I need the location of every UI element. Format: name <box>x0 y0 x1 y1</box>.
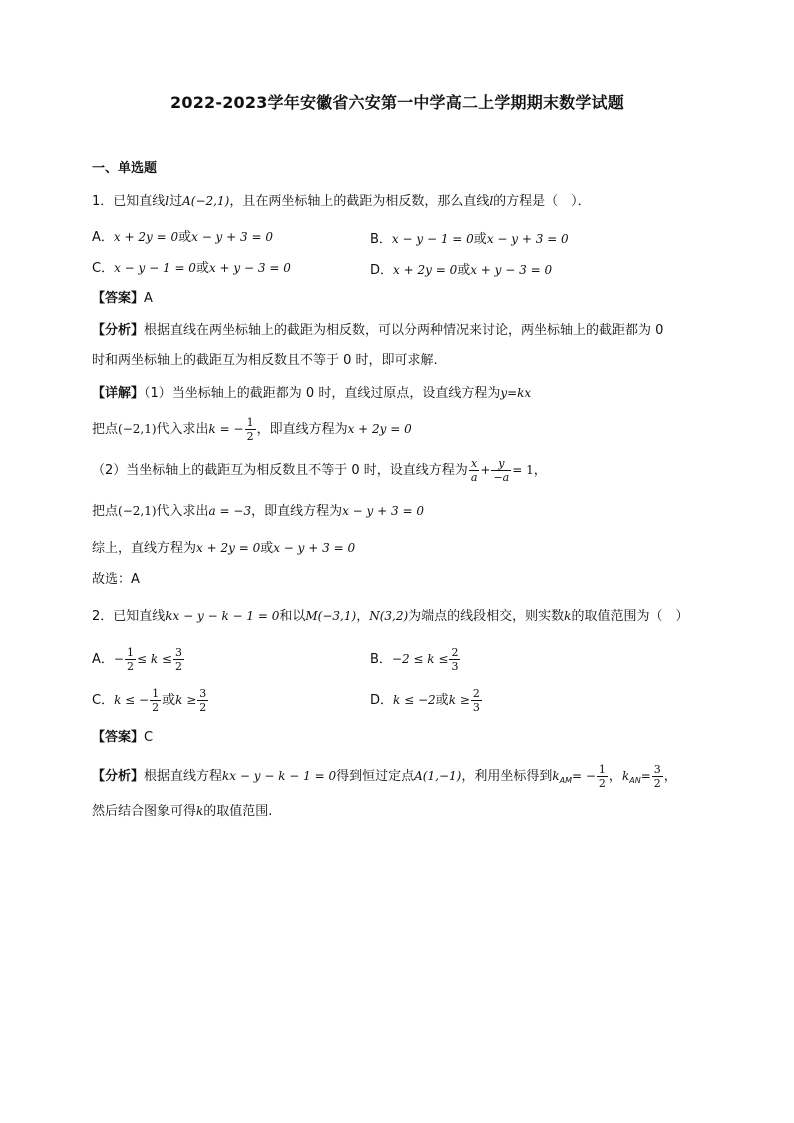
q2-analysis-k2-eq: = <box>640 769 651 783</box>
q1-analysis-line-2: 时和两坐标轴上的截距互为相反数且不等于 0 时，即可求解. <box>92 353 438 368</box>
q2-option-d <box>370 687 483 714</box>
q1-detail-3-d2: −a <box>493 471 510 484</box>
q2-analysis-k2-n: 3 <box>653 763 661 776</box>
q2-option-d-mid: k ≥ <box>448 693 470 707</box>
q2-analysis-k2: k <box>621 769 630 783</box>
q1-option-a-or: 或 <box>178 230 192 245</box>
q1-option-c-or: 或 <box>195 261 209 276</box>
q2-analysis-k1-frac <box>597 763 608 790</box>
q1-detail-3-a: （2）当坐标轴上的截距互为相反数且不等于 0 时，设直线方程为 <box>92 463 468 478</box>
q1-detail-4-a-value: a = −3 <box>208 504 252 518</box>
q1-option-c-label: C． <box>92 261 115 276</box>
q2-analysis-2-a: 然后结合图象可得 <box>92 804 197 819</box>
q2-option-c-d1: 2 <box>152 701 160 714</box>
q2-option-c-d2: 2 <box>199 701 207 714</box>
q2-text-c: ， <box>356 609 370 624</box>
q2-analysis-a: 根据直线方程 <box>144 769 223 784</box>
q1-detail-2-b: 代入求出 <box>156 422 209 437</box>
q1-detail-eq-1: y=kx <box>500 386 532 400</box>
q2-option-d-d: 3 <box>472 701 480 714</box>
question-2-stem <box>92 607 688 626</box>
q2-option-a <box>92 646 185 673</box>
q2-answer-tag: 【答案】 <box>92 730 145 745</box>
q2-option-a-n2: 3 <box>174 646 182 659</box>
q2-analysis-k2-d: 2 <box>653 777 661 790</box>
q2-analysis-k2-sub: AN <box>629 776 641 785</box>
q2-option-c-mid: k ≥ <box>175 693 197 707</box>
q2-option-c-frac-2 <box>197 687 208 714</box>
q2-analysis-k2-frac <box>652 763 663 790</box>
q2-analysis-tag: 【分析】 <box>92 769 145 784</box>
q2-analysis-k1-d: 2 <box>598 777 606 790</box>
q1-choice: 故选：A <box>92 572 140 587</box>
q2-analysis-2-b: 的取值范围. <box>203 804 273 819</box>
q2-analysis-line-1 <box>92 763 677 794</box>
q2-option-a-pre: − <box>113 652 124 666</box>
q2-answer <box>92 729 153 747</box>
q1-analysis-tag: 【分析】 <box>92 323 145 338</box>
q2-option-d-or: 或 <box>435 693 449 708</box>
q1-option-d <box>370 259 552 278</box>
q2-option-c-label: C． <box>92 693 115 708</box>
q2-option-d-pre: k ≤ −2 <box>393 693 436 707</box>
q2-option-a-d2: 2 <box>174 660 182 673</box>
q1-line-l: l <box>165 194 170 208</box>
q1-summary-eq1: x + 2y = 0 <box>196 541 261 555</box>
q2-point-m: M(−3,1) <box>305 609 357 623</box>
q1-detail-line-4 <box>92 502 424 521</box>
q1-option-a-label: A． <box>92 230 114 245</box>
q1-summary-eq2: x − y + 3 = 0 <box>273 541 356 555</box>
q1-option-c-eq2: x + y − 3 = 0 <box>208 261 291 275</box>
q1-detail-4-a: 把点 <box>92 504 119 519</box>
q2-analysis-2-k: k <box>196 804 204 818</box>
q2-option-a-frac-1 <box>125 646 136 673</box>
question-1-stem <box>92 192 591 211</box>
q2-analysis-c: ，利用坐标得到 <box>461 769 553 784</box>
q2-option-a-frac-2 <box>173 646 184 673</box>
q2-option-c-frac-1 <box>150 687 161 714</box>
q1-detail-3-plus: + <box>480 463 491 477</box>
q2-analysis-k1-sub: AM <box>559 776 572 785</box>
q1-option-b <box>370 228 569 247</box>
q2-option-d-frac <box>471 687 482 714</box>
q1-option-a-eq2: x − y + 3 = 0 <box>191 230 273 244</box>
q1-option-b-eq2: x − y + 3 = 0 <box>486 232 569 246</box>
q2-analysis-eq: kx − y − k − 1 = 0 <box>222 769 337 783</box>
q1-option-d-or: 或 <box>457 263 471 278</box>
q2-line-equation: kx − y − k − 1 = 0 <box>165 609 280 623</box>
q2-option-a-n1: 1 <box>126 646 134 659</box>
q2-point-n: N(3,2) <box>369 609 409 623</box>
q2-analysis-k1-n: 1 <box>598 763 606 776</box>
q1-option-b-eq1: x − y − 1 = 0 <box>391 232 474 246</box>
q1-text-a: 1．已知直线 <box>92 194 166 209</box>
q1-option-b-or: 或 <box>473 232 487 247</box>
q1-option-a <box>92 228 273 247</box>
q1-detail-tag: 【详解】 <box>92 386 145 401</box>
q2-option-d-label: D． <box>370 693 394 708</box>
q2-analysis-b: 得到恒过定点 <box>336 769 415 784</box>
q1-detail-4-b: 代入求出 <box>156 504 209 519</box>
q1-detail-2-den: 2 <box>246 430 254 443</box>
q1-detail-2-a: 把点 <box>92 422 119 437</box>
q1-detail-2-c: ，即直线方程为 <box>256 422 348 437</box>
q2-option-b-d: 3 <box>451 660 459 673</box>
q1-analysis-line-1 <box>92 322 663 340</box>
q1-summary-or: 或 <box>260 541 274 556</box>
q2-option-b <box>370 646 461 673</box>
section-heading: 一、单选题 <box>92 161 158 176</box>
q2-option-c-n2: 3 <box>199 687 207 700</box>
q2-text-b: 和以 <box>279 609 306 624</box>
q1-option-d-label: D． <box>370 263 394 278</box>
q1-detail-2-fraction <box>245 416 256 443</box>
q1-detail-4-point: (−2,1) <box>118 504 157 518</box>
q1-answer-tag: 【答案】 <box>92 291 145 306</box>
q2-analysis-k1-eq: = − <box>571 769 596 783</box>
q2-answer-value: C <box>144 730 154 745</box>
q1-answer <box>92 290 153 308</box>
q2-analysis-point: A(1,−1) <box>414 769 462 783</box>
q1-text-c: ，且在两坐标轴上的截距为相反数，那么直线 <box>229 194 490 209</box>
q1-option-c-eq1: x − y − 1 = 0 <box>114 261 196 275</box>
q2-text-d: 为端点的线段相交，则实数 <box>408 609 565 624</box>
q1-detail-3-end: ， <box>533 463 547 478</box>
q2-text-e: 的取值范围为（ ） <box>571 609 689 624</box>
q1-option-a-eq1: x + 2y = 0 <box>113 230 179 244</box>
q2-option-b-pre: −2 ≤ k ≤ <box>391 652 449 666</box>
q2-option-c-n1: 1 <box>152 687 160 700</box>
q1-summary-text: 综上，直线方程为 <box>92 541 197 556</box>
q1-detail-4-c: ，即直线方程为 <box>251 504 343 519</box>
q1-detail-2-eq: x + 2y = 0 <box>347 422 412 436</box>
q2-analysis-line-2 <box>92 802 272 821</box>
q1-detail-line-1 <box>92 384 531 403</box>
q1-detail-3-n1: x <box>469 457 480 471</box>
q1-detail-4-eq: x − y + 3 = 0 <box>342 504 424 518</box>
q2-option-c <box>92 687 209 714</box>
q1-text-b: 过 <box>169 194 183 209</box>
q2-text-a: 2．已知直线 <box>92 609 166 624</box>
q2-option-a-label: A． <box>92 652 114 667</box>
q2-option-b-n: 2 <box>451 646 459 659</box>
q2-option-c-pre: k ≤ − <box>114 693 150 707</box>
q2-analysis-comma: ， <box>608 769 622 784</box>
q2-analysis-end: ， <box>663 769 677 784</box>
q1-option-c <box>92 259 291 278</box>
q2-option-c-or: 或 <box>162 693 176 708</box>
q2-option-d-n: 2 <box>472 687 480 700</box>
q1-detail-3-eq: = 1 <box>512 463 534 477</box>
q1-option-d-eq2: x + y − 3 = 0 <box>470 263 553 277</box>
q1-summary <box>92 539 355 558</box>
page-title: 2022-2023学年安徽省六安第一中学高二上学期期末数学试题 <box>170 93 624 112</box>
q1-detail-3-d1: a <box>470 471 478 484</box>
q2-option-a-mid: ≤ k ≤ <box>136 652 172 666</box>
q1-detail-3-n2: y <box>491 457 511 471</box>
q1-line-l2: l <box>489 194 494 208</box>
q1-answer-value: A <box>144 291 153 306</box>
q1-detail-2-num: 1 <box>246 416 254 429</box>
q2-option-b-frac <box>449 646 460 673</box>
q1-detail-line-3 <box>92 457 547 484</box>
q2-option-b-label: B． <box>370 652 392 667</box>
q1-detail-2-point: (−2,1) <box>118 422 157 436</box>
q1-option-d-eq1: x + 2y = 0 <box>393 263 458 277</box>
q1-analysis-text-1: 根据直线在两坐标轴上的截距为相反数，可以分两种情况来讨论，两坐标轴上的截距都为 0 <box>144 323 664 338</box>
q2-analysis-k1: k <box>552 769 560 783</box>
q1-text-d: 的方程是（ ）． <box>493 194 591 209</box>
q1-detail-text-1: （1）当坐标轴上的截距都为 0 时，直线过原点，设直线方程为 <box>144 386 501 401</box>
q2-option-a-d1: 2 <box>126 660 134 673</box>
q1-point-a: A(−2,1) <box>182 194 230 208</box>
q1-detail-3-frac-2 <box>491 457 511 484</box>
q1-option-b-label: B． <box>370 232 392 247</box>
q1-detail-3-frac-1 <box>469 457 480 484</box>
q1-detail-2-k: k = − <box>208 422 244 436</box>
q2-k: k <box>564 609 572 623</box>
q1-detail-line-2 <box>92 416 412 443</box>
